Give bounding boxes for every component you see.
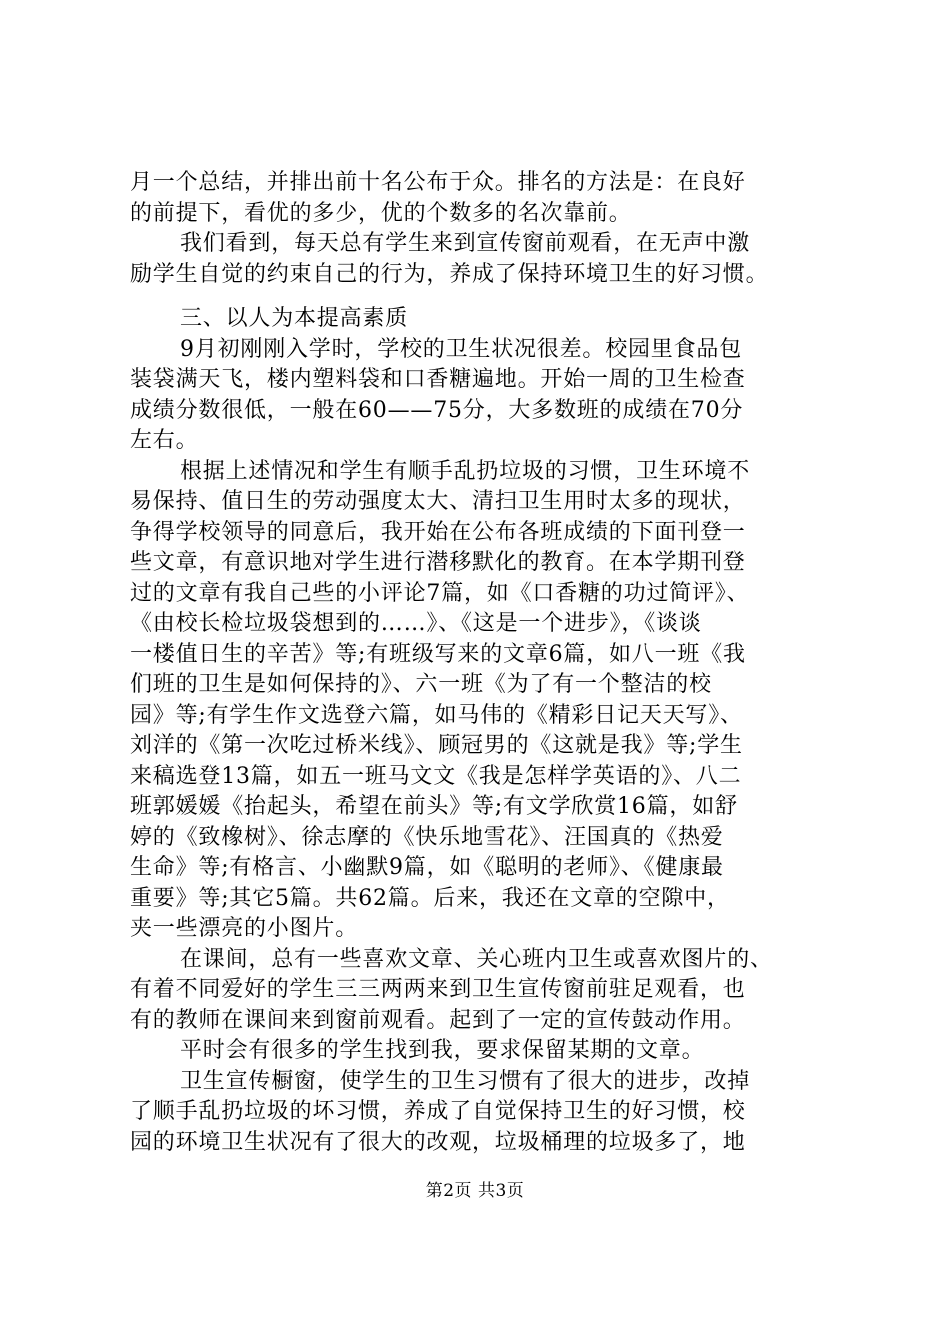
text-line: 些文章，有意识地对学生进行潜移默化的教育。在本学期刊登 — [130, 550, 746, 575]
text-line: 《由校长检垃圾袋想到的……》、《这是一个进步》，《谈谈 — [130, 611, 702, 636]
page-number-footer: 第2页 共3页 — [425, 1181, 525, 1201]
text-line: 过的文章有我自己些的小评论7篇，如《口香糖的功过简评》、 — [130, 581, 750, 606]
text-line: 争得学校领导的同意后，我开始在公布各班成绩的下面刊登一 — [130, 520, 746, 545]
text-line: 了顺手乱扔垃圾的坏习惯，养成了自觉保持卫生的好习惯，校 — [130, 1099, 746, 1124]
text-line: 园》等;有学生作文选登六篇，如马伟的《精彩日记天天写》、 — [130, 703, 743, 728]
text-line: 有的教师在课间来到窗前观看。起到了一定的宣传鼓动作用。 — [130, 1008, 746, 1033]
section-heading: 三、以人为本提高素质 — [180, 306, 409, 331]
text-line: 重要》等;其它5篇。共62篇。后来，我还在文章的空隙中， — [130, 886, 730, 911]
text-line: 平时会有很多的学生找到我，要求保留某期的文章。 — [180, 1038, 705, 1063]
text-line: 根据上述情况和学生有顺手乱扔垃圾的习惯，卫生环境不 — [180, 459, 751, 484]
text-line: 卫生宣传橱窗，使学生的卫生习惯有了很大的进步，改掉 — [180, 1069, 751, 1094]
text-line: 成绩分数很低，一般在60——75分，大多数班的成绩在70分 — [130, 398, 744, 423]
text-line: 婷的《致橡树》、徐志摩的《快乐地雪花》、汪国真的《热爱 — [130, 825, 724, 850]
text-line: 来稿选登13篇，如五一班马文文《我是怎样学英语的》、八二 — [130, 764, 742, 789]
text-line: 刘洋的《第一次吃过桥米线》、顾冠男的《这就是我》等;学生 — [130, 733, 743, 758]
text-line: 生命》等;有格言、小幽默9篇，如《聪明的老师》、《健康最 — [130, 855, 724, 880]
text-line: 我们看到，每天总有学生来到宣传窗前观看，在无声中激 — [180, 231, 751, 256]
text-line: 一楼值日生的辛苦》等;有班级写来的文章6篇，如八一班《我 — [130, 642, 746, 667]
text-line: 班郭媛媛《抬起头，希望在前头》等;有文学欣赏16篇，如舒 — [130, 794, 738, 819]
text-line: 的前提下，看优的多少，优的个数多的名次靠前。 — [130, 201, 632, 226]
text-line: 装袋满天飞，楼内塑料袋和口香糖遍地。开始一周的卫生检查 — [130, 367, 746, 392]
text-line: 在课间，总有一些喜欢文章、关心班内卫生或喜欢图片的、 — [180, 947, 773, 972]
text-line: 励学生自觉的约束自己的行为，养成了保持环境卫生的好习惯。 — [130, 262, 769, 287]
text-line: 9月初刚刚入学时，学校的卫生状况很差。校园里食品包 — [180, 337, 742, 362]
text-line: 月一个总结，并排出前十名公布于众。排名的方法是：在良好 — [130, 170, 746, 195]
text-line: 有着不同爱好的学生三三两两来到卫生宣传窗前驻足观看，也 — [130, 977, 746, 1002]
text-line: 园的环境卫生状况有了很大的改观，垃圾桶理的垃圾多了，地 — [130, 1130, 746, 1155]
text-line: 夹一些漂亮的小图片。 — [130, 916, 359, 941]
text-line: 易保持、值日生的劳动强度太大、清扫卫生用时太多的现状， — [130, 489, 746, 514]
text-line: 们班的卫生是如何保持的》、六一班《为了有一个整洁的校 — [130, 672, 712, 697]
text-line: 左右。 — [130, 428, 199, 453]
